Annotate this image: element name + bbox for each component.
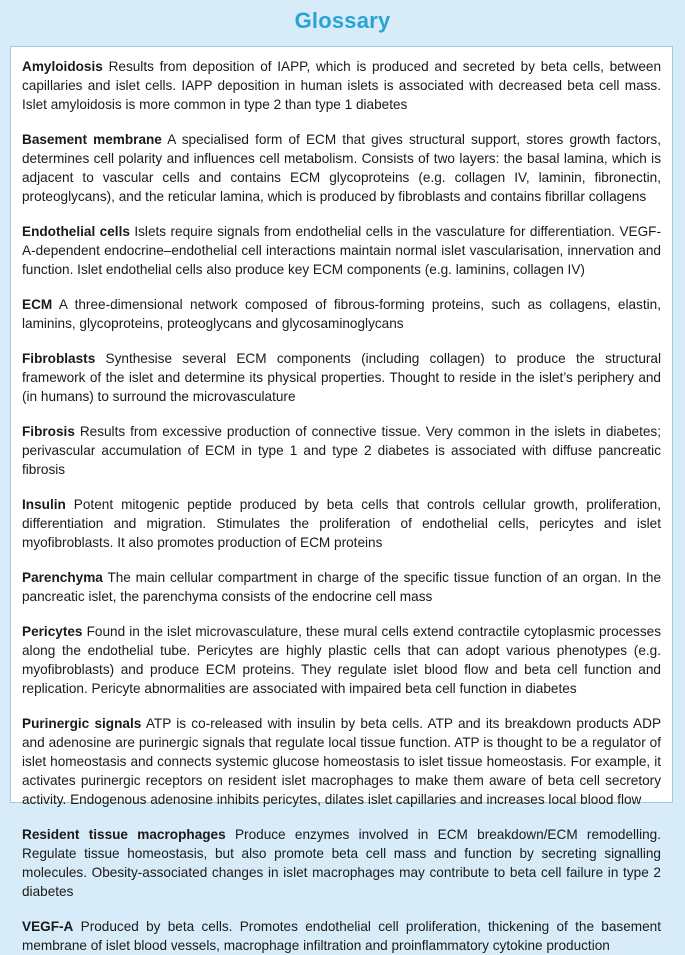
glossary-definition: Found in the islet microvasculature, these mural cells extend contractile cytoplasmic processes along the endothelial tube. Pericytes are highly plastic cells that can adopt various phenotypes (e.g. myofibroblasts) and produce ECM proteins. They regulate islet blood flow and beta cell function and replication. Pericyte abnormalities are associated with impaired beta cell function in diabetes (22, 624, 661, 696)
glossary-entry-vegf-a (22, 917, 661, 955)
glossary-term: Fibroblasts (22, 351, 96, 366)
glossary-term: Insulin (22, 497, 66, 512)
glossary-entry-pericytes (22, 622, 661, 698)
glossary-term: Basement membrane (22, 132, 162, 147)
glossary-term: Purinergic signals (22, 716, 142, 731)
glossary-definition: ATP is co-released with insulin by beta cells. ATP and its breakdown products ADP and adenosine are purinergic signals that regulate local tissue function. ATP is thought to be a regulator of islet homeostasis and connects systemic glucose homeostasis to islet tissue homeostasis. For example, it activates purinergic receptors on resident islet macrophages to make them aware of beta cell secretory activity. Endogenous adenosine inhibits pericytes, dilates islet capillaries and increases local blood flow (22, 716, 662, 807)
glossary-panel (10, 46, 673, 953)
glossary-term: Amyloidosis (22, 59, 103, 74)
glossary-entry-insulin (22, 495, 661, 552)
glossary-definition: Synthesise several ECM components (including collagen) to produce the structural framework of the islet and determine its physical properties. Thought to reside in the islet’s periphery and (in humans) to surround the microvasculature (22, 351, 662, 404)
glossary-definition: A three-dimensional network composed of fibrous-forming proteins, such as collagens, elastin, laminins, glycoproteins, proteoglycans and glycosaminoglycans (22, 297, 661, 331)
glossary-definition: A specialised form of ECM that gives structural support, stores growth factors, determines cell polarity and influences cell metabolism. Consists of two layers: the basal lamina, which is adjacent to vascular cells and contains ECM glycoproteins (e.g. collagen IV, laminin, fibronectin, proteoglycans), and the reticular lamina, which is produced by fibroblasts and contains fibrillar collagens (22, 132, 661, 204)
glossary-definition: The main cellular compartment in charge of the specific tissue function of an organ. In the pancreatic islet, the parenchyma consists of the endocrine cell mass (22, 570, 662, 604)
glossary-entry-fibrosis (22, 422, 661, 479)
glossary-entry-resident-tissue-macrophages (22, 825, 661, 901)
glossary-title: Glossary (294, 8, 391, 33)
glossary-term: ECM (22, 297, 53, 312)
glossary-term: Endothelial cells (22, 224, 130, 239)
glossary-definition: Potent mitogenic peptide produced by beta cells that controls cellular growth, proliferation, differentiation and migration. Stimulates the proliferation of endothelial cells, pericytes and islet myofibroblasts. It also promotes production of ECM proteins (22, 497, 661, 550)
glossary-term: Pericytes (22, 624, 83, 639)
glossary-entry-purinergic-signals (22, 714, 661, 809)
glossary-definition: Islets require signals from endothelial cells in the vasculature for differentiation. VEGF-A-dependent endocrine–endothelial cell interactions maintain normal islet vascularisation, innervation and function. Islet endothelial cells also produce key ECM components (e.g. laminins, collagen IV) (22, 224, 661, 277)
glossary-definition: Produce enzymes involved in ECM breakdown/ECM remodelling. Regulate tissue homeostasis, but also promote beta cell mass and function by secreting signalling molecules. Obesity-associated changes in islet macrophages may contribute to beta cell failure in type 2 diabetes (22, 827, 661, 899)
glossary-definition: Results from excessive production of connective tissue. Very common in the islets in diabetes; perivascular accumulation of ECM in type 1 and type 2 diabetes is associated with diffuse pancreatic fibrosis (22, 424, 661, 477)
glossary-entry-fibroblasts (22, 349, 661, 406)
glossary-entry-ecm (22, 295, 661, 333)
glossary-term: VEGF-A (22, 919, 74, 934)
glossary-definition: Results from deposition of IAPP, which is produced and secreted by beta cells, between capillaries and islet cells. IAPP deposition in human islets is associated with decreased beta cell mass. Islet amyloidosis is more common in type 2 than type 1 diabetes (22, 59, 662, 112)
glossary-term: Fibrosis (22, 424, 75, 439)
glossary-definition: Produced by beta cells. Promotes endothelial cell proliferation, thickening of the basement membrane of islet blood vessels, macrophage infiltration and proinflammatory cytokine production (22, 919, 661, 953)
glossary-entry-basement-membrane (22, 130, 661, 206)
glossary-term: Parenchyma (22, 570, 103, 585)
glossary-entry-parenchyma (22, 568, 661, 606)
glossary-term: Resident tissue macrophages (22, 827, 226, 842)
glossary-entry-endothelial-cells (22, 222, 661, 279)
glossary-entry-amyloidosis (22, 57, 661, 114)
